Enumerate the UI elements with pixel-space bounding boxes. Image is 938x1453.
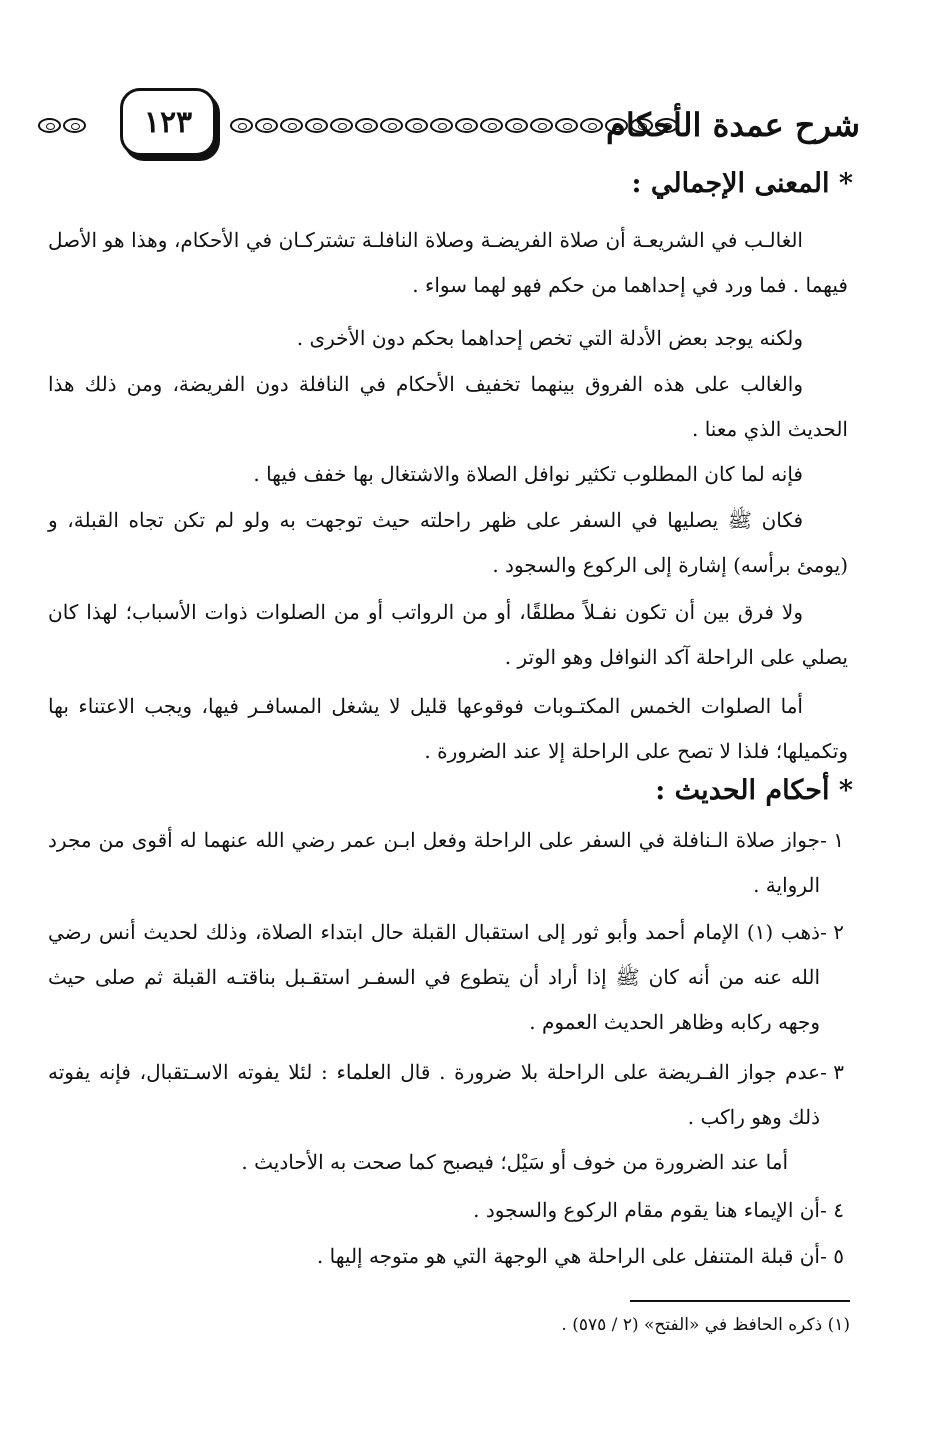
book-title: شرح عمدة الأحكام	[606, 106, 860, 144]
list-item-text: ذهب (١) الإمام أحمد وأبو ثور إلى استقبال القبلة حال ابتداء الصلاة، وذلك لحديث أنس رضي الله عنه من أنه كان ﷺ إذا أراد أن يتطوع في السفـر استقـبل بناقتـه القبلة ثم صلى حيث وجهه ركابه وظاهر الحديث العموم .	[48, 920, 820, 1034]
running-header	[30, 88, 860, 168]
list-item-number: ٤ -	[820, 1198, 844, 1222]
list-item-number: ١ -	[820, 828, 844, 852]
paragraph: الغالـب في الشريعـة أن صلاة الفريضـة وصلاة النافلـة تشتركـان في الأحكام، وهذا هو الأصل فيهما . فما ورد في إحداهما من حكم فهو لهما سواء .	[48, 228, 848, 297]
list-item-text: أن قبلة المتنفل على الراحلة هي الوجهة التي هو متوجه إليها .	[316, 1244, 820, 1268]
paragraph: فإنه لما كان المطلوب تكثير نوافل الصلاة والاشتغال بها خفف فيها .	[253, 462, 803, 486]
footnote-separator	[630, 1300, 850, 1302]
ornament-end	[38, 118, 86, 134]
paragraph: ولكنه يوجد بعض الأدلة التي تخص إحداهما بحكم دون الأخرى .	[296, 326, 803, 350]
ornament-divider	[230, 118, 625, 134]
list-item-text: أن الإيماء هنا يقوم مقام الركوع والسجود .	[473, 1198, 820, 1222]
paragraph: أما الصلوات الخمس المكتـوبات فوقوعها قليل لا يشغل المسافـر فيها، ويجب الاعتناء بها وتكميلها؛ فلذا لا تصح على الراحلة إلا عند الضرورة .	[48, 694, 848, 763]
paragraph: فكان ﷺ يصليها في السفر على ظهر راحلته حيث توجهت به ولو لم تكن تجاه القبلة، و (يومئ برأسه) إشارة إلى الركوع والسجود .	[48, 508, 848, 577]
list-item-text: أما عند الضرورة من خوف أو سَيْل؛ فيصبح كما صحت به الأحاديث .	[241, 1150, 788, 1174]
footnote: (١) ذكره الحافظ في «الفتح» (٢ / ٥٧٥) .	[561, 1315, 850, 1335]
list-item-text: جواز صلاة الـنافلة في السفر على الراحلة وفعل ابـن عمر رضي الله عنهما له أقوى من مجرد الرواية .	[48, 828, 820, 897]
list-item-number: ٥ -	[820, 1244, 844, 1268]
list-item-number: ٢ -	[820, 920, 844, 944]
list-item-text: عدم جواز الفـريضة على الراحلة بلا ضرورة . قال العلماء : لئلا يفوته الاسـتقبال، فإنه يفوته ذلك وهو راكب .	[48, 1060, 820, 1129]
paragraph: والغالب على هذه الفروق بينهما تخفيف الأحكام في النافلة دون الفريضة، ومن ذلك هذا الحديث الذي معنا .	[48, 372, 848, 441]
page-number: ١٢٣	[120, 88, 216, 156]
list-item-number: ٣ -	[820, 1060, 844, 1084]
paragraph: ولا فرق بين أن تكون نفـلاً مطلقًا، أو من الرواتب أو من الصلوات ذوات الأسباب؛ لهذا كان يصلي على الراحلة آكد النوافل وهو الوتر .	[48, 600, 848, 669]
section-heading-general-meaning: * المعنى الإجمالي :	[631, 168, 853, 199]
section-heading-hadith-rulings: * أحكام الحديث :	[655, 775, 853, 806]
